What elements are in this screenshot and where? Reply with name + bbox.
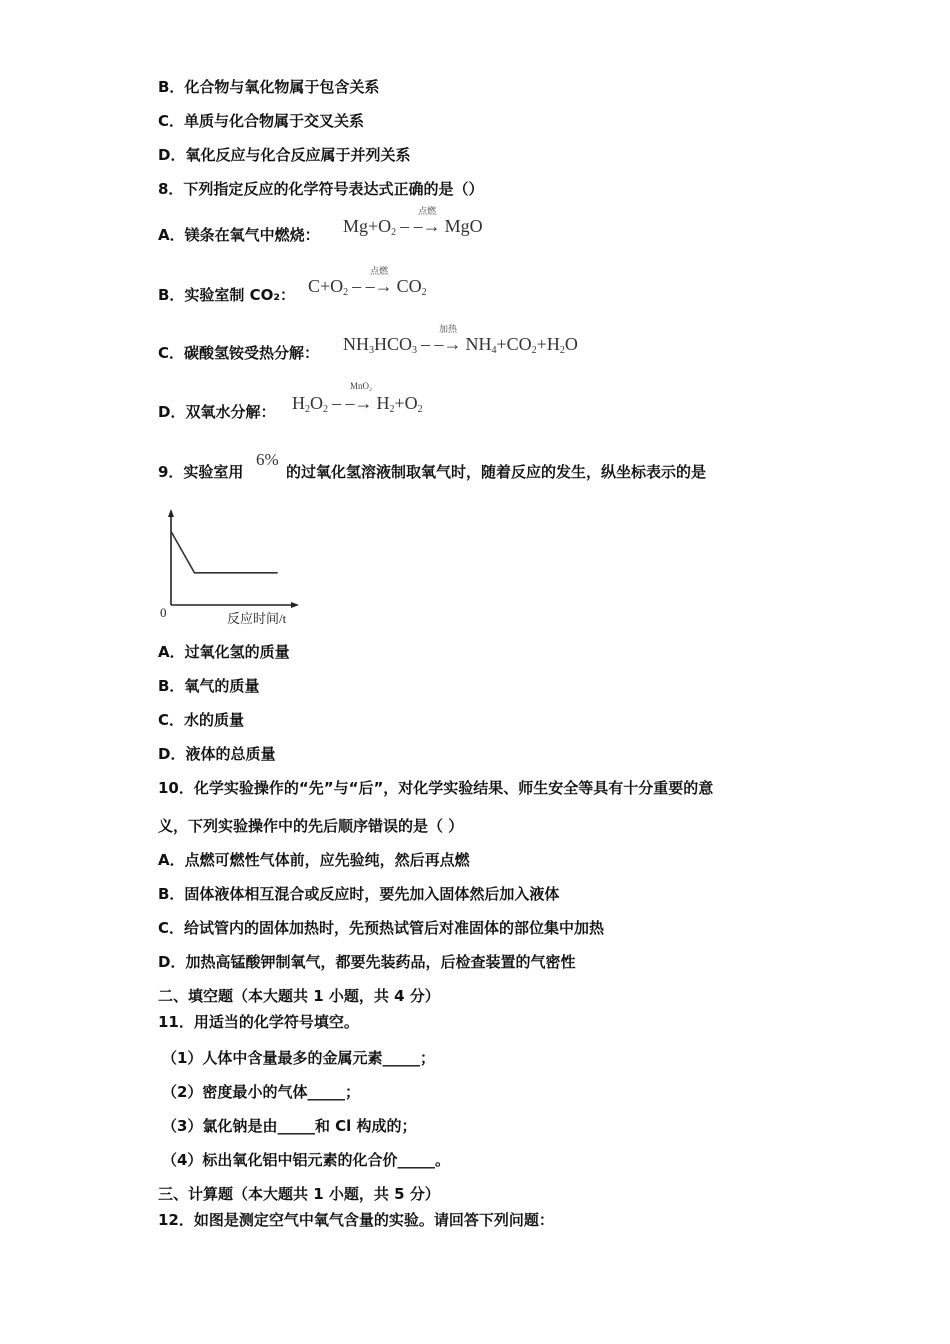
q8-option-a-equation: $Mg+O_2$ 点燃 – –→ MgO (343, 206, 483, 238)
q9-option-d: D．液体的总质量 (158, 745, 276, 763)
q11-part-4: （4）标出氧化铝中铝元素的化合价_____。 (162, 1151, 450, 1169)
q8-option-b-label: B．实验室制 CO₂： (158, 286, 295, 304)
q9-option-c: C．水的质量 (158, 711, 245, 729)
q8-option-d-equation: $H_2O_2$ MnO₂ – –→ $H_2+O_2$ (292, 381, 423, 415)
q10-option-d: D．加热高锰酸钾制氧气，都要先装药品，后检查装置的气密性 (158, 953, 576, 971)
q9-stem-post: 的过氧化氢溶液制取氧气时，随着反应的发生，纵坐标表示的是 (286, 463, 707, 481)
q9-option-b: B．氧气的质量 (158, 677, 260, 695)
q7-option-d: D．氧化反应与化合反应属于并列关系 (158, 146, 411, 164)
q10-stem-line1: 10．化学实验操作的“先”与“后”，对化学实验结果、师生安全等具有十分重要的意 (158, 779, 714, 797)
origin-label: 0 (160, 605, 167, 620)
x-axis-label: 反应时间/t (227, 611, 287, 626)
q8-option-a-label: A．镁条在氧气中燃烧： (158, 226, 320, 244)
q12-stem: 12．如图是测定空气中氧气含量的实验。请回答下列问题： (158, 1211, 554, 1229)
reaction-arrow: 点燃 – –→ (352, 266, 393, 296)
q8-stem: 8．下列指定反应的化学符号表达式正确的是（） (158, 180, 484, 198)
q10-option-a: A．点燃可燃性气体前，应先验纯，然后再点燃 (158, 851, 470, 869)
y-axis-arrow (168, 509, 174, 517)
q7-option-b: B．化合物与氧化物属于包含关系 (158, 78, 380, 96)
q8-option-d-label: D．双氧水分解： (158, 403, 276, 421)
q9-option-a: A．过氧化氢的质量 (158, 643, 290, 661)
x-axis-arrow (291, 602, 299, 608)
q10-option-b: B．固体液体相互混合或反应时，要先加入固体然后加入液体 (158, 885, 560, 903)
q7-option-c: C．单质与化合物属于交叉关系 (158, 112, 365, 130)
q10-option-c: C．给试管内的固体加热时，先预热试管后对准固体的部位集中加热 (158, 919, 605, 937)
reaction-arrow: MnO₂ – –→ (332, 381, 373, 413)
section-3-heading: 三、计算题（本大题共 1 小题，共 5 分） (158, 1185, 440, 1203)
q11-part-1: （1）人体中含量最多的金属元素_____； (162, 1049, 435, 1067)
q9-percent: 6% (256, 450, 279, 469)
q8-option-c-equation: $NH_3HCO_3$ 加热 – –→ $NH_4+CO_2+H_2O$ (343, 324, 578, 356)
q11-part-3: （3）氯化钠是由_____和 Cl 构成的； (162, 1117, 417, 1135)
q11-part-2: （2）密度最小的气体_____； (162, 1083, 360, 1101)
q11-stem: 11．用适当的化学符号填空。 (158, 1013, 359, 1031)
q9-stem-pre: 9．实验室用 (158, 463, 244, 481)
section-2-heading: 二、填空题（本大题共 1 小题，共 4 分） (158, 987, 440, 1005)
q8-option-c-label: C．碳酸氢铵受热分解： (158, 344, 320, 362)
reaction-arrow: 加热 – –→ (421, 324, 462, 354)
q10-stem-line2: 义，下列实验操作中的先后顺序错误的是（ ） (158, 817, 464, 835)
q8-option-b-equation: $C+O_2$ 点燃 – –→ $CO_2$ (308, 266, 427, 298)
series-line (171, 531, 278, 572)
q9-chart (155, 505, 315, 630)
reaction-arrow: 点燃 – –→ (400, 206, 441, 236)
